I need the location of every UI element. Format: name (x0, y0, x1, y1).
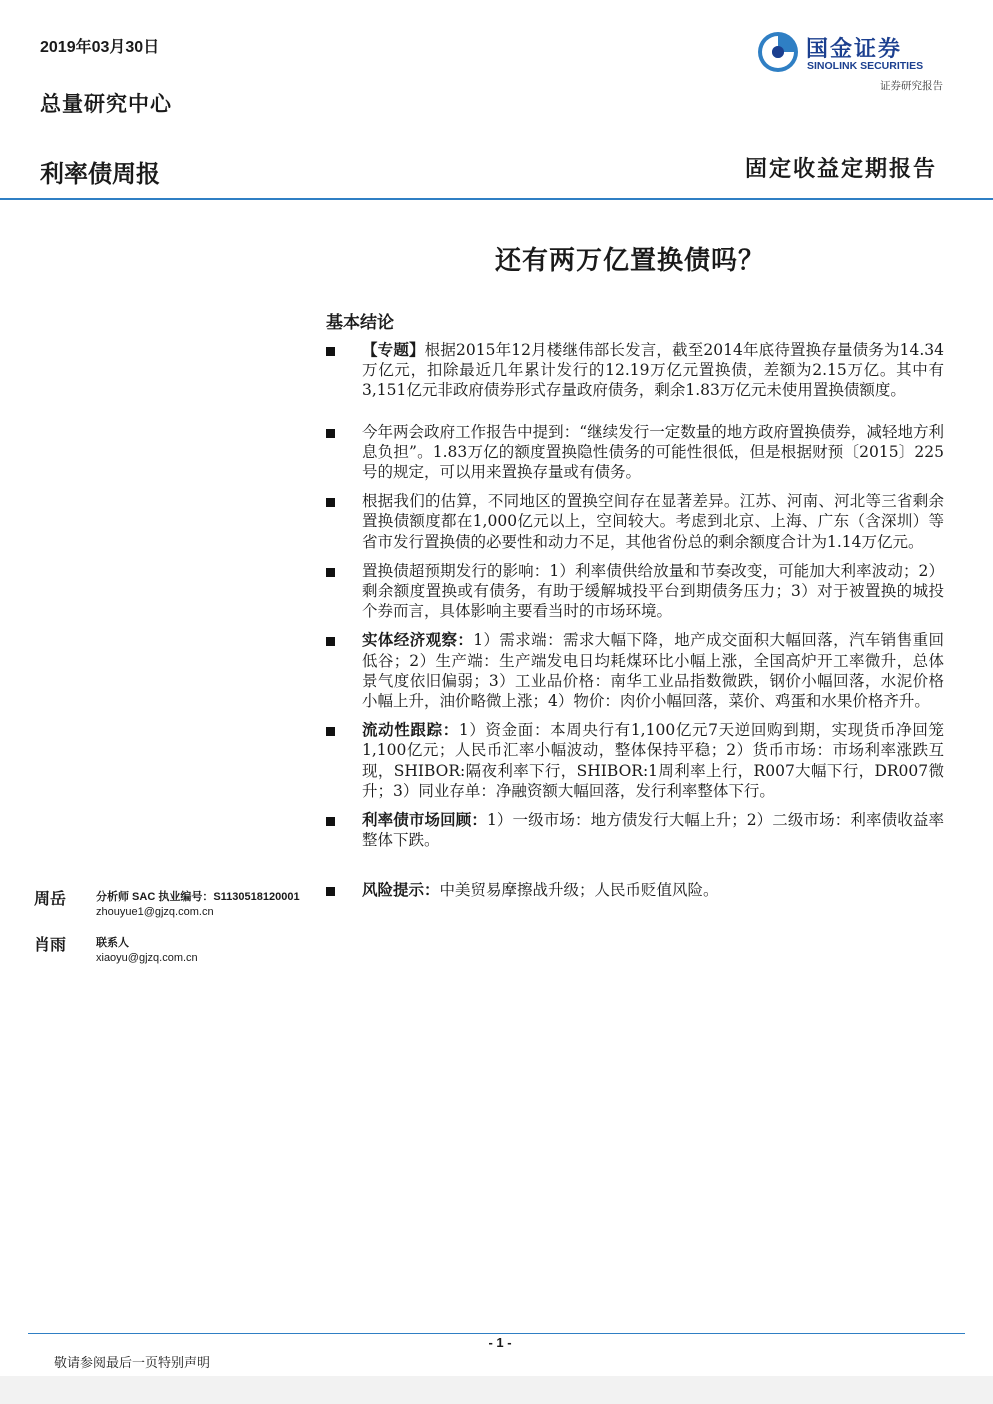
report-title: 还有两万亿置换债吗？ (494, 246, 765, 276)
bullet-text: 置换债超预期发行的影响：1）利率债供给放量和节奏改变，可能加大利率波动；2）剩余额度置换或有债务，有助于缓解城投平台到期债务压力；3）对于被置换的城投个券而言，具体影响主要看当时的市场环境。 (362, 561, 944, 621)
analyst-role: 联系人 (96, 937, 129, 949)
bullet-square-icon (326, 347, 335, 356)
analyst-name: 周岳 (34, 889, 67, 908)
department-name: 总量研究中心 (40, 91, 172, 116)
bullet-lead: 【专题】 (362, 340, 425, 359)
bullet-lead: 实体经济观察： (362, 630, 474, 650)
bullet-text: 1）需求端：需求大幅下降，地产成交面积大幅回落，汽车销售重回低谷；2）生产端：生产端发电日均耗煤环比小幅上涨，全国高炉开工率微升，总体景气度依旧偏弱；3）工业品价格：南华工业品指数微跌，钢价小幅回落，水泥价格小幅上升，油价略微上涨；4）物价：肉价小幅回落，菜价、鸡蛋和水果价格齐升。 (362, 631, 944, 711)
report-date: 2019年03月30日 (40, 39, 160, 56)
report-series-title: 利率债周报 (40, 161, 160, 188)
analyst-info (96, 936, 198, 966)
bullet-text: 1）一级市场：地方债发行大幅上升；2）二级市场：利率债收益率整体下跌。 (362, 811, 944, 850)
bullet-text: 根据我们的估算，不同地区的置换空间存在显著差异。江苏、河南、河北等三省剩余置换债额度都在1,000亿元以上，空间较大。考虑到北京、上海、广东（含深圳）等省市发行置换债的必要性和动力不足，其他省份总的剩余额度合计为1.14万亿元。 (362, 492, 944, 551)
bullet-square-icon (326, 429, 335, 438)
analyst-email[interactable]: xiaoyu@gjzq.com.cn (96, 952, 198, 964)
logo-text-en: SINOLINK SECURITIES (807, 60, 924, 72)
analyst-info (96, 890, 300, 920)
logo-subtitle: 证券研究报告 (880, 80, 943, 92)
report-type: 固定收益定期报告 (744, 156, 937, 182)
bullet-lead: 利率债市场回顾： (362, 810, 487, 830)
disclaimer-text: 敬请参阅最后一页特别声明 (54, 1356, 211, 1371)
analyst-role: 分析师 SAC 执业编号：S1130518120001 (96, 891, 300, 903)
bullet-lead: 流动性跟踪： (362, 720, 459, 740)
page-number: - 1 - (488, 1335, 512, 1350)
footer-band (0, 1376, 993, 1404)
list-item (326, 630, 944, 711)
footer-divider (28, 1333, 965, 1334)
bullet-square-icon (326, 498, 335, 507)
bullet-text: 中美贸易摩擦战升级；人民币贬值风险。 (439, 881, 719, 900)
company-logo (756, 30, 946, 76)
bullet-square-icon (326, 637, 335, 646)
bullet-lead: 风险提示： (362, 880, 440, 900)
conclusion-list (326, 340, 944, 901)
analyst-email[interactable]: zhouyue1@gjzq.com.cn (96, 906, 214, 918)
list-item (326, 880, 944, 900)
bullet-text: 根据2015年12月楼继伟部长发言，截至2014年底待置换存量债务为14.34万亿元，扣除最近几年累计发行的12.19万亿元置换债，差额为2.15万亿。其中有3,151亿元非政府债券形式存量政府债务，剩余1.83万亿元未使用置换债额度。 (362, 341, 944, 400)
logo-text-cn: 国金证券 (806, 36, 903, 61)
section-title: 基本结论 (326, 313, 394, 333)
bullet-square-icon (326, 568, 335, 577)
analyst-name: 肖雨 (34, 935, 67, 954)
bullet-text: 1）资金面：本周央行有1,100亿元7天逆回购到期，实现货币净回笼1,100亿元；人民币汇率小幅波动，整体保持平稳；2）货币市场：市场利率涨跌互现，SHIBOR:隔夜利率下行，SHIBOR:1周利率上行，R007大幅下行，DR007微升；3）同业存单：净融资额大幅回落，发行利率整体下行。 (362, 721, 944, 800)
list-item (326, 561, 944, 622)
bullet-square-icon (326, 727, 335, 736)
list-item (326, 720, 944, 801)
list-item (326, 340, 944, 401)
list-item (326, 422, 944, 483)
list-item (326, 491, 944, 552)
list-item (326, 810, 944, 850)
bullet-square-icon (326, 817, 335, 826)
logo-mark-icon (756, 30, 800, 74)
bullet-square-icon (326, 887, 335, 896)
header-divider (0, 198, 993, 200)
bullet-text: 今年两会政府工作报告中提到：“继续发行一定数量的地方政府置换债券，减轻地方利息负担”。1.83万亿的额度置换隐性债务的可能性很低，但是根据财预〔2015〕225号的规定，可以用来置换存量或有债务。 (362, 422, 944, 482)
